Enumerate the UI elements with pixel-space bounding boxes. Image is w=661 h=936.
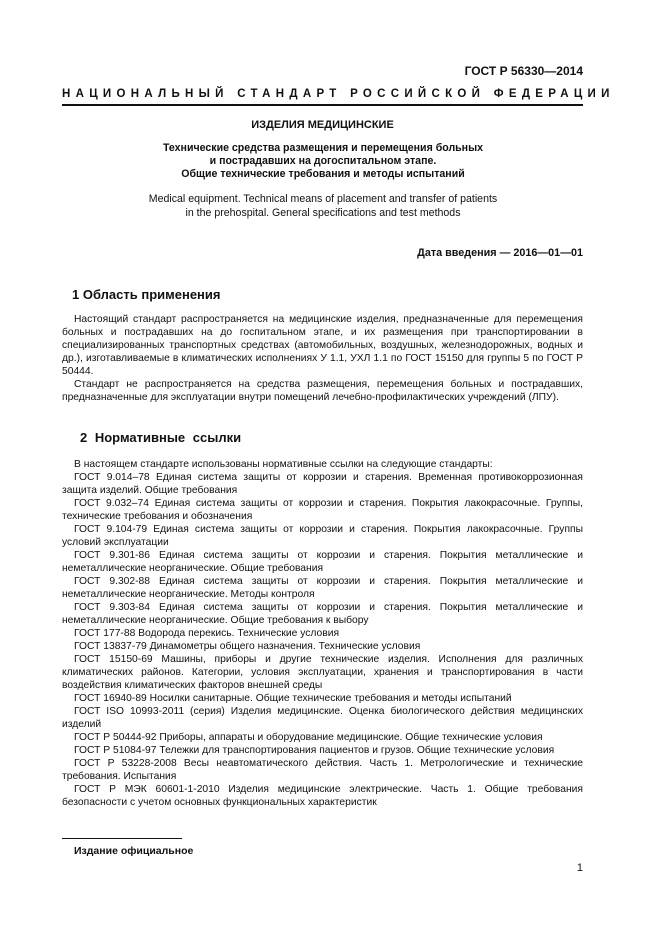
title-en-line: in the prehospital. General specifications and test methods: [185, 207, 461, 219]
title-russian: [100, 142, 546, 181]
paragraph: Настоящий стандарт распространяется на медицинские изделия, предназначенные для перемещения больных и пострадавших на до госпитальном этапе, и их размещения при транспортировании в специализированных транспортных средствах (автомобильных, воздушных, железнодорожных, водных и др.), изготавливаемые в климатических исполнениях У 1.1, УХЛ 1.1 по ГОСТ 15150 для группы 5 по ГОСТ Р 50444.: [62, 314, 583, 377]
section-2-heading: 2 Нормативные ссылки: [80, 430, 242, 445]
section-1-body: [62, 313, 583, 404]
reference-item: ГОСТ Р МЭК 60601-1-2010 Изделия медицинские электрические. Часть 1. Общие требования безопасности с учетом основных функциональных характеристик: [62, 784, 583, 808]
reference-item: ГОСТ 9.301-86 Единая система защиты от коррозии и старения. Покрытия металлические и неметаллические неорганические. Общие требования: [62, 550, 583, 574]
header-rule: [62, 104, 583, 106]
reference-item: ГОСТ 15150-69 Машины, приборы и другие технические изделия. Исполнения для различных климатических районов. Категории, условия эксплуатации, хранения и транспортирования в части воздействия климатических факторов внешней среды: [62, 654, 583, 691]
reference-item: ГОСТ Р 51084-97 Тележки для транспортирования пациентов и грузов. Общие технические условия: [74, 745, 555, 756]
reference-item: ГОСТ 177-88 Водорода перекись. Технические условия: [74, 628, 340, 639]
footer-rule: [62, 838, 182, 839]
national-standard-banner: НАЦИОНАЛЬНЫЙ СТАНДАРТ РОССИЙСКОЙ ФЕДЕРАЦИИ: [62, 88, 615, 100]
title-ru-line: и пострадавших на догоспитальном этапе.: [209, 155, 437, 167]
reference-item: ГОСТ 9.014–78 Единая система защиты от коррозии и старения. Временная противокоррозионная защита изделий. Общие требования: [62, 472, 583, 496]
title-en-line: Medical equipment. Technical means of placement and transfer of patients: [148, 193, 498, 205]
title-english: [100, 192, 546, 220]
reference-item: ГОСТ 9.104-79 Единая система защиты от коррозии и старения. Покрытия лакокрасочные. Группы условий эксплуатации: [62, 524, 583, 548]
page-number: 1: [576, 862, 583, 874]
document-subject: ИЗДЕЛИЯ МЕДИЦИНСКИЕ: [251, 119, 394, 131]
standard-code: ГОСТ Р 56330—2014: [464, 64, 583, 78]
reference-item: ГОСТ 9.032–74 Единая система защиты от коррозии и старения. Покрытия лакокрасочные. Группы, технические требования и обозначения: [62, 498, 583, 522]
reference-item: ГОСТ 9.302-88 Единая система защиты от коррозии и старения. Покрытия металлические и неметаллические неорганические. Методы контроля: [62, 576, 583, 600]
official-edition-label: Издание официальное: [74, 845, 194, 857]
title-ru-line: Общие технические требования и методы испытаний: [181, 168, 465, 180]
paragraph: Стандарт не распространяется на средства размещения, перемещения больных и пострадавших, предназначенные для эксплуатации внутри помещений лечебно-профилактических учреждений (ЛПУ).: [62, 379, 583, 403]
paragraph: В настоящем стандарте использованы нормативные ссылки на следующие стандарты:: [74, 459, 493, 470]
reference-item: ГОСТ ISO 10993-2011 (серия) Изделия медицинские. Оценка биологического действия медицинских изделий: [62, 706, 583, 730]
title-ru-line: Технические средства размещения и перемещения больных: [162, 142, 484, 154]
section-1-heading: 1 Область применения: [72, 287, 221, 302]
introduction-date: Дата введения — 2016—01—01: [417, 247, 583, 259]
reference-item: ГОСТ 16940-89 Носилки санитарные. Общие технические требования и методы испытаний: [74, 693, 512, 704]
reference-item: ГОСТ 9.303-84 Единая система защиты от коррозии и старения. Покрытия металлические и неметаллические неорганические. Общие требования к выбору: [62, 602, 583, 626]
reference-item: ГОСТ 13837-79 Динамометры общего назначения. Технические условия: [74, 641, 421, 652]
section-2-body: [62, 458, 583, 809]
reference-item: ГОСТ Р 53228-2008 Весы неавтоматического действия. Часть 1. Метрологические и технические требования. Испытания: [62, 758, 583, 782]
reference-item: ГОСТ Р 50444-92 Приборы, аппараты и оборудование медицинские. Общие технические условия: [74, 732, 543, 743]
